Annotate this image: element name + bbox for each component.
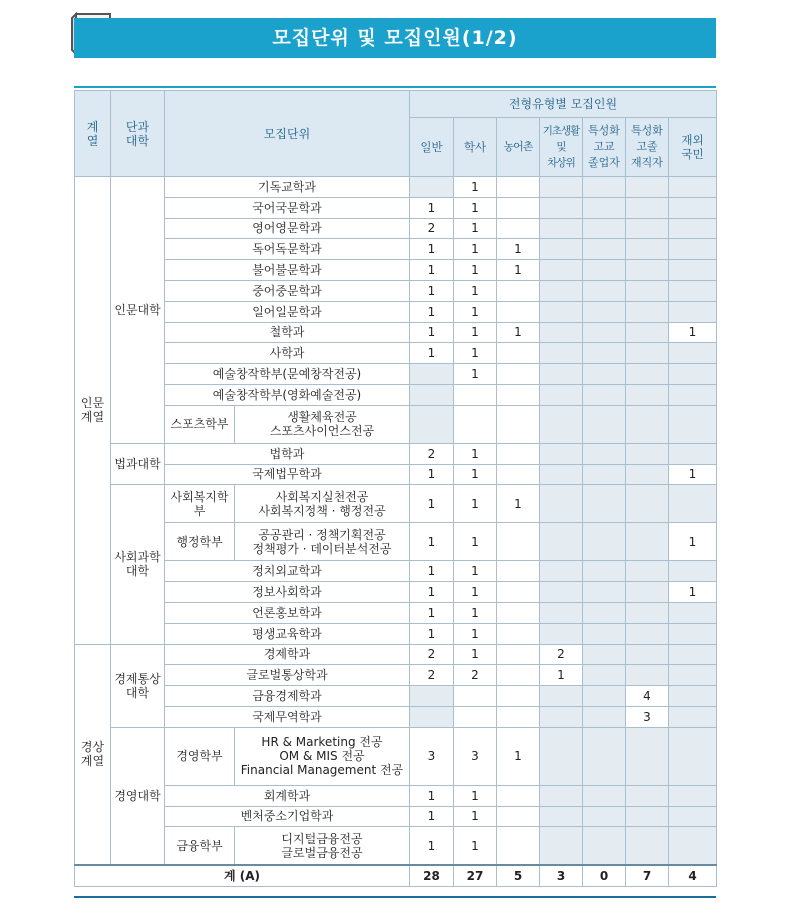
quota-cell <box>454 384 497 405</box>
sub-division-cell: 스포츠학부 <box>165 405 235 443</box>
quota-cell <box>626 806 669 827</box>
table-row <box>75 443 717 464</box>
quota-cell: 1 <box>454 623 497 644</box>
quota-cell <box>669 727 717 785</box>
table-row <box>75 218 717 239</box>
quota-cell <box>583 322 626 343</box>
unit-cell: 독어독문학과 <box>165 239 410 260</box>
quota-cell <box>626 602 669 623</box>
unit-cell: 경제학과 <box>165 644 410 665</box>
quota-cell <box>583 706 626 727</box>
quota-cell <box>454 706 497 727</box>
unit-cell: 언론홍보학과 <box>165 602 410 623</box>
quota-cell: 1 <box>410 280 454 301</box>
header-types-group: 전형유형별 모집인원 <box>410 91 717 118</box>
total-cell: 0 <box>583 865 626 887</box>
quota-cell: 1 <box>454 827 497 865</box>
unit-cell: 철학과 <box>165 322 410 343</box>
quota-cell: 1 <box>454 322 497 343</box>
quota-cell: 1 <box>454 582 497 603</box>
quota-cell <box>497 405 540 443</box>
quota-cell <box>410 686 454 707</box>
quota-cell <box>540 364 583 385</box>
table-row <box>75 280 717 301</box>
quota-cell: 1 <box>454 239 497 260</box>
quota-cell: 1 <box>454 561 497 582</box>
table-row <box>75 322 717 343</box>
quota-cell <box>626 827 669 865</box>
quota-cell <box>497 561 540 582</box>
quota-cell <box>410 364 454 385</box>
quota-cell <box>540 727 583 785</box>
quota-cell <box>583 177 626 198</box>
quota-cell: 1 <box>669 523 717 561</box>
table-row <box>75 561 717 582</box>
quota-cell <box>583 384 626 405</box>
sub-division-cell: 사회복지학부 <box>165 485 235 523</box>
quota-cell <box>540 197 583 218</box>
unit-cell: 생활체육전공 스포츠사이언스전공 <box>235 405 410 443</box>
table-row <box>75 644 717 665</box>
quota-cell <box>583 485 626 523</box>
college-cell: 법과대학 <box>111 443 165 485</box>
quota-cell <box>669 343 717 364</box>
sub-division-cell: 금융학부 <box>165 827 235 865</box>
title-banner <box>74 18 716 58</box>
quota-cell: 1 <box>669 582 717 603</box>
quota-cell <box>583 582 626 603</box>
quota-cell: 1 <box>454 218 497 239</box>
quota-cell: 1 <box>454 343 497 364</box>
header-type: 농어촌 <box>497 118 540 177</box>
quota-cell <box>497 706 540 727</box>
quota-cell: 1 <box>454 197 497 218</box>
quota-cell: 2 <box>410 443 454 464</box>
quota-cell <box>497 523 540 561</box>
unit-cell: 정치외교학과 <box>165 561 410 582</box>
quota-cell: 1 <box>410 582 454 603</box>
table-row <box>75 405 717 443</box>
page-title: 모집단위 및 모집인원(1/2) <box>272 27 518 49</box>
quota-cell <box>497 384 540 405</box>
quota-cell: 2 <box>410 665 454 686</box>
unit-cell: 일어일문학과 <box>165 301 410 322</box>
quota-cell <box>410 706 454 727</box>
quota-cell: 1 <box>410 602 454 623</box>
total-cell: 7 <box>626 865 669 887</box>
quota-cell <box>669 260 717 281</box>
quota-cell <box>497 280 540 301</box>
unit-cell: 국제무역학과 <box>165 706 410 727</box>
quota-cell <box>497 665 540 686</box>
table-row <box>75 806 717 827</box>
quota-cell <box>669 665 717 686</box>
quota-cell: 1 <box>454 464 497 485</box>
quota-cell: 2 <box>410 218 454 239</box>
quota-cell: 1 <box>410 343 454 364</box>
unit-cell: 평생교육학과 <box>165 623 410 644</box>
quota-cell <box>540 785 583 806</box>
quota-cell <box>583 686 626 707</box>
quota-cell <box>497 197 540 218</box>
quota-cell: 2 <box>540 644 583 665</box>
header-unit: 모집단위 <box>165 91 410 177</box>
quota-cell: 1 <box>410 239 454 260</box>
quota-cell: 1 <box>454 301 497 322</box>
quota-cell <box>497 301 540 322</box>
quota-cell <box>583 623 626 644</box>
quota-cell <box>583 464 626 485</box>
quota-cell <box>540 806 583 827</box>
table-row <box>75 727 717 785</box>
quota-cell: 1 <box>669 464 717 485</box>
quota-cell <box>669 806 717 827</box>
quota-cell: 4 <box>626 686 669 707</box>
quota-cell <box>626 218 669 239</box>
quota-cell <box>669 177 717 198</box>
unit-cell: 예술창작학부(영화예술전공) <box>165 384 410 405</box>
header-type: 특성화 고교 졸업자 <box>583 118 626 177</box>
unit-cell: 사학과 <box>165 343 410 364</box>
quota-cell <box>626 785 669 806</box>
group-cell: 인문 계열 <box>75 177 111 645</box>
unit-cell: 사회복지실천전공 사회복지정책 · 행정전공 <box>235 485 410 523</box>
quota-cell: 1 <box>454 485 497 523</box>
table-row <box>75 260 717 281</box>
quota-cell <box>497 218 540 239</box>
table-row <box>75 623 717 644</box>
quota-cell <box>626 485 669 523</box>
quota-cell: 1 <box>454 523 497 561</box>
quota-cell: 1 <box>410 260 454 281</box>
quota-cell: 1 <box>497 239 540 260</box>
quota-cell: 1 <box>410 301 454 322</box>
quota-cell <box>669 443 717 464</box>
quota-cell <box>669 364 717 385</box>
quota-cell: 1 <box>454 260 497 281</box>
quota-cell: 1 <box>410 785 454 806</box>
unit-cell: 정보사회학과 <box>165 582 410 603</box>
quota-cell: 1 <box>454 644 497 665</box>
quota-cell <box>669 301 717 322</box>
table-row <box>75 785 717 806</box>
quota-cell <box>540 280 583 301</box>
quota-cell <box>669 218 717 239</box>
quota-cell <box>626 727 669 785</box>
quota-cell <box>669 384 717 405</box>
quota-cell <box>669 686 717 707</box>
unit-cell: 중어중문학과 <box>165 280 410 301</box>
sub-division-cell: 행정학부 <box>165 523 235 561</box>
quota-cell <box>669 644 717 665</box>
quota-cell <box>540 686 583 707</box>
unit-cell: 영어영문학과 <box>165 218 410 239</box>
quota-cell <box>454 405 497 443</box>
quota-cell: 1 <box>410 806 454 827</box>
quota-cell <box>497 464 540 485</box>
quota-cell <box>540 322 583 343</box>
quota-cell <box>669 602 717 623</box>
quota-cell <box>583 260 626 281</box>
quota-cell <box>540 561 583 582</box>
quota-cell: 1 <box>410 322 454 343</box>
quota-cell <box>540 405 583 443</box>
table-row <box>75 582 717 603</box>
quota-cell <box>540 384 583 405</box>
quota-cell <box>669 197 717 218</box>
quota-cell: 1 <box>454 785 497 806</box>
quota-cell <box>583 806 626 827</box>
quota-cell <box>410 405 454 443</box>
quota-cell <box>540 602 583 623</box>
quota-cell <box>497 806 540 827</box>
quota-cell <box>626 644 669 665</box>
quota-cell: 1 <box>497 727 540 785</box>
quota-cell <box>497 582 540 603</box>
quota-cell <box>669 561 717 582</box>
quota-cell <box>497 623 540 644</box>
table-row <box>75 177 717 198</box>
quota-cell <box>497 343 540 364</box>
quota-cell <box>669 827 717 865</box>
header-group: 계 열 <box>75 91 111 177</box>
quota-cell <box>626 405 669 443</box>
quota-cell <box>583 405 626 443</box>
quota-cell <box>540 523 583 561</box>
header-type: 특성화 고졸 재직자 <box>626 118 669 177</box>
total-cell: 27 <box>454 865 497 887</box>
quota-cell <box>583 827 626 865</box>
quota-cell: 1 <box>410 523 454 561</box>
quota-cell: 1 <box>410 464 454 485</box>
quota-cell <box>497 644 540 665</box>
header-type: 기초생활 및 차상위 <box>540 118 583 177</box>
table-row <box>75 686 717 707</box>
quota-cell <box>626 665 669 686</box>
quota-cell <box>410 384 454 405</box>
quota-cell <box>626 301 669 322</box>
table-row <box>75 343 717 364</box>
quota-cell <box>454 686 497 707</box>
quota-cell <box>626 561 669 582</box>
quota-cell <box>583 343 626 364</box>
quota-cell <box>583 197 626 218</box>
quota-cell: 1 <box>497 322 540 343</box>
table-row <box>75 384 717 405</box>
quota-cell <box>583 561 626 582</box>
total-cell: 4 <box>669 865 717 887</box>
quota-cell <box>669 485 717 523</box>
quota-cell <box>540 706 583 727</box>
total-cell: 5 <box>497 865 540 887</box>
college-cell: 사회과학 대학 <box>111 485 165 644</box>
header-type: 재외 국민 <box>669 118 717 177</box>
unit-cell: 금융경제학과 <box>165 686 410 707</box>
unit-cell: 국어국문학과 <box>165 197 410 218</box>
quota-cell: 1 <box>454 364 497 385</box>
quota-cell <box>497 177 540 198</box>
table-row <box>75 523 717 561</box>
table-row <box>75 301 717 322</box>
quota-cell: 3 <box>454 727 497 785</box>
table-row <box>75 197 717 218</box>
unit-cell: 국제법무학과 <box>165 464 410 485</box>
quota-cell <box>583 218 626 239</box>
table-row <box>75 364 717 385</box>
quota-cell: 1 <box>454 280 497 301</box>
quota-cell <box>583 644 626 665</box>
quota-cell <box>583 280 626 301</box>
quota-cell <box>626 384 669 405</box>
quota-cell: 1 <box>410 623 454 644</box>
quota-cell: 1 <box>669 322 717 343</box>
college-cell: 경영대학 <box>111 727 165 865</box>
quota-cell <box>626 177 669 198</box>
unit-cell: 글로벌통상학과 <box>165 665 410 686</box>
quota-cell <box>626 364 669 385</box>
quota-cell <box>669 623 717 644</box>
table-bottom-rule <box>74 896 716 898</box>
table-top-rule <box>74 86 716 88</box>
quota-cell: 1 <box>454 443 497 464</box>
quota-cell: 1 <box>454 177 497 198</box>
unit-cell: 기독교학과 <box>165 177 410 198</box>
quota-cell <box>669 280 717 301</box>
total-cell: 3 <box>540 865 583 887</box>
quota-cell <box>626 443 669 464</box>
quota-cell: 3 <box>626 706 669 727</box>
quota-cell <box>497 443 540 464</box>
quota-cell <box>626 343 669 364</box>
quota-cell <box>540 343 583 364</box>
quota-cell <box>626 239 669 260</box>
college-cell: 경제통상 대학 <box>111 644 165 727</box>
quota-cell: 1 <box>410 485 454 523</box>
quota-cell: 2 <box>410 644 454 665</box>
quota-cell <box>626 322 669 343</box>
quota-cell <box>497 686 540 707</box>
quota-cell <box>583 665 626 686</box>
quota-cell <box>626 197 669 218</box>
quota-cell: 1 <box>454 602 497 623</box>
quota-cell <box>540 260 583 281</box>
table-row <box>75 464 717 485</box>
sub-division-cell: 경영학부 <box>165 727 235 785</box>
quota-cell: 1 <box>497 485 540 523</box>
unit-cell: 회계학과 <box>165 785 410 806</box>
quota-cell <box>583 727 626 785</box>
table-row <box>75 485 717 523</box>
unit-cell: 벤처중소기업학과 <box>165 806 410 827</box>
header-college: 단과 대학 <box>111 91 165 177</box>
quota-cell <box>540 485 583 523</box>
quota-cell: 1 <box>410 197 454 218</box>
quota-cell <box>540 443 583 464</box>
unit-cell: 디지털금융전공 글로벌금융전공 <box>235 827 410 865</box>
header-type: 학사 <box>454 118 497 177</box>
total-label: 계 (A) <box>75 865 410 887</box>
quota-cell <box>583 301 626 322</box>
quota-cell <box>626 623 669 644</box>
college-cell: 인문대학 <box>111 177 165 444</box>
quota-cell <box>626 280 669 301</box>
quota-cell <box>583 239 626 260</box>
group-cell: 경상 계열 <box>75 644 111 865</box>
unit-cell: 예술창작학부(문예창작전공) <box>165 364 410 385</box>
quota-cell <box>497 602 540 623</box>
quota-cell <box>626 260 669 281</box>
quota-cell <box>669 785 717 806</box>
quota-cell <box>669 405 717 443</box>
total-cell: 28 <box>410 865 454 887</box>
quota-cell: 1 <box>497 260 540 281</box>
quota-cell <box>626 582 669 603</box>
quota-cell: 1 <box>410 827 454 865</box>
quota-cell: 1 <box>410 561 454 582</box>
quota-cell <box>540 301 583 322</box>
total-row <box>75 865 717 887</box>
quota-cell <box>669 706 717 727</box>
quota-cell <box>540 464 583 485</box>
header-type: 일반 <box>410 118 454 177</box>
quota-cell <box>583 785 626 806</box>
quota-cell: 1 <box>540 665 583 686</box>
quota-cell: 3 <box>410 727 454 785</box>
quota-cell <box>497 785 540 806</box>
quota-cell <box>540 218 583 239</box>
quota-cell: 1 <box>454 806 497 827</box>
quota-cell <box>540 582 583 603</box>
unit-cell: 법학과 <box>165 443 410 464</box>
quota-cell <box>626 464 669 485</box>
table-row <box>75 602 717 623</box>
quota-cell <box>583 523 626 561</box>
quota-cell <box>540 827 583 865</box>
quota-cell <box>540 623 583 644</box>
quota-cell <box>669 239 717 260</box>
table-row <box>75 827 717 865</box>
table-row <box>75 706 717 727</box>
unit-cell: 공공관리 · 정책기획전공 정책평가 · 데이터분석전공 <box>235 523 410 561</box>
quota-cell <box>583 364 626 385</box>
table-row <box>75 239 717 260</box>
quota-cell <box>583 602 626 623</box>
quota-cell <box>497 364 540 385</box>
quota-cell: 2 <box>454 665 497 686</box>
table-row <box>75 665 717 686</box>
quota-cell <box>497 827 540 865</box>
quota-cell <box>583 443 626 464</box>
unit-cell: HR & Marketing 전공 OM & MIS 전공 Financial Management 전공 <box>235 727 410 785</box>
quota-cell <box>626 523 669 561</box>
admission-quota-table <box>74 90 717 887</box>
unit-cell: 불어불문학과 <box>165 260 410 281</box>
quota-cell <box>540 239 583 260</box>
quota-cell <box>410 177 454 198</box>
quota-cell <box>540 177 583 198</box>
